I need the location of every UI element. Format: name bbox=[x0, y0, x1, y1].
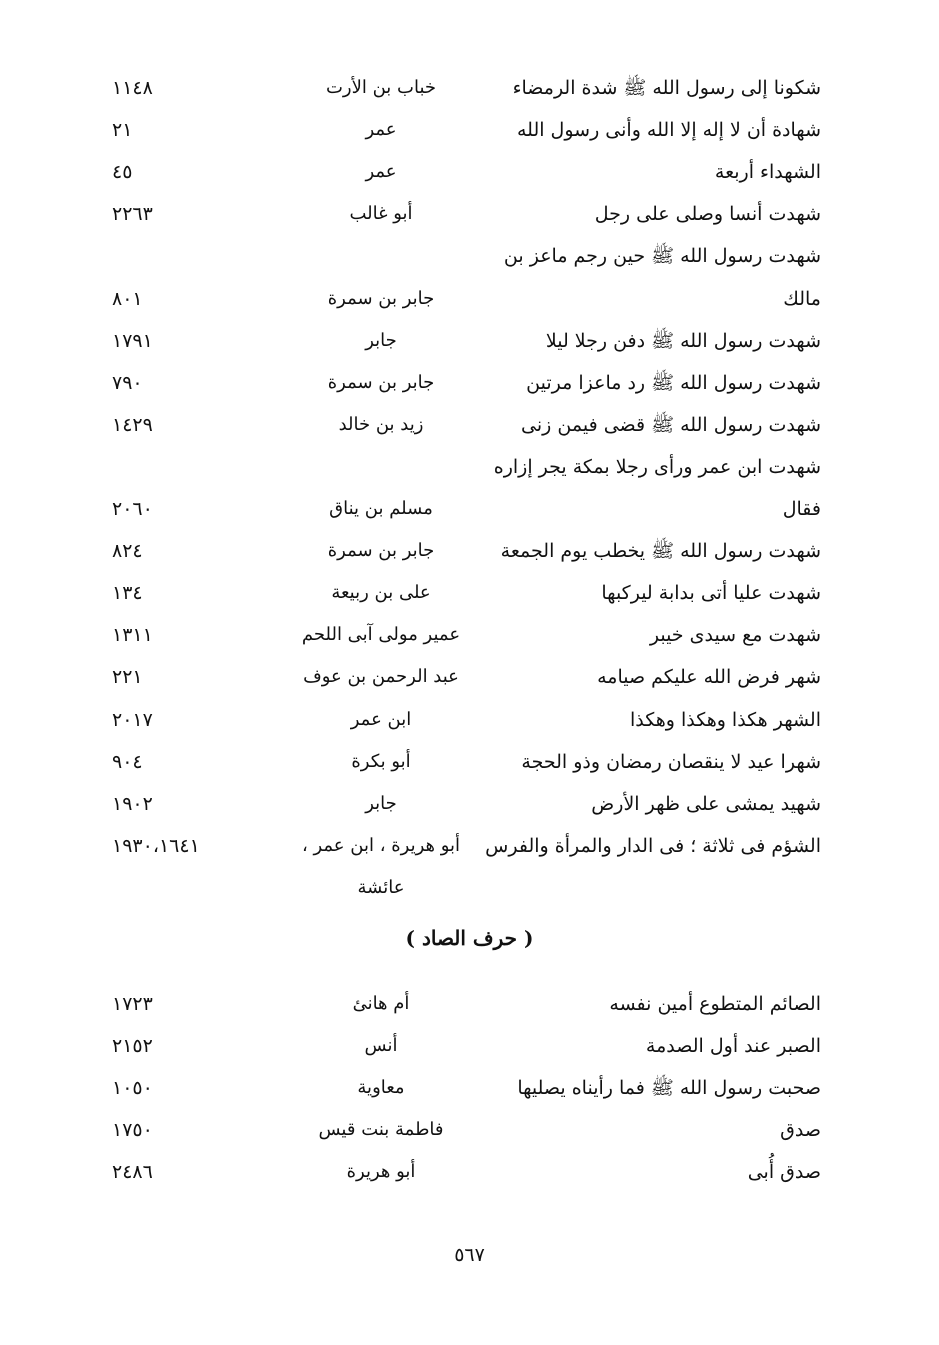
hadith-text: الصائم المتطوع أمين نفسه bbox=[609, 993, 821, 1015]
index-entry bbox=[0, 446, 939, 488]
index-entry bbox=[0, 235, 939, 277]
narrator: عائشة bbox=[357, 876, 405, 898]
narrator: جابر bbox=[365, 329, 397, 351]
reference-number: ١٣٤ bbox=[112, 582, 143, 605]
hadith-text: شهدت ابن عمر ورأى رجلا بمكة يجر إزاره bbox=[493, 455, 821, 478]
index-entry bbox=[0, 656, 939, 698]
hadith-text: شهدت عليا أتى بدابة ليركبها bbox=[601, 582, 821, 605]
narrator: خباب بن الأرت bbox=[325, 77, 437, 98]
reference-number: ١٧٥٠ bbox=[112, 1119, 153, 1142]
hadith-text: شهادة أن لا إله إلا الله وأنى رسول الله bbox=[516, 119, 821, 142]
hadith-text: صدق bbox=[780, 1119, 821, 1142]
hadith-text: شهدت رسول الله ﷺ قضى فيمن زنى bbox=[521, 413, 821, 436]
index-entry bbox=[0, 278, 939, 320]
hadith-text: شهدت رسول الله ﷺ يخطب يوم الجمعة bbox=[500, 540, 821, 563]
index-entry bbox=[0, 1067, 939, 1109]
narrator: جابر bbox=[365, 792, 397, 814]
hadith-text: الصبر عند أول الصدمة bbox=[645, 1035, 821, 1058]
reference-number: ٢١ bbox=[112, 119, 133, 142]
index-entry bbox=[0, 488, 939, 530]
narrator: أبو غالب bbox=[349, 203, 413, 225]
reference-number: ١٩٣٠،١٦٤١ bbox=[112, 834, 200, 857]
reference-number: ١٤٢٩ bbox=[112, 413, 153, 436]
hadith-text: الشؤم فى ثلاثة ؛ فى الدار والمرأة والفرس bbox=[485, 834, 821, 857]
reference-number: ٢٢٦٣ bbox=[112, 203, 153, 226]
narrator: عبد الرحمن بن عوف bbox=[303, 666, 459, 688]
reference-number: ١٩٠٢ bbox=[112, 792, 153, 815]
narrator: أبو هريرة bbox=[346, 1161, 416, 1183]
hadith-text: صحبت رسول الله ﷺ فما رأيناه يصليها bbox=[517, 1077, 821, 1100]
narrator: جابر بن سمرة bbox=[327, 371, 435, 393]
narrator: زيد بن خالد bbox=[338, 413, 424, 435]
narrator: أم هانئ bbox=[352, 993, 410, 1014]
index-entry bbox=[0, 67, 939, 109]
index-entry bbox=[0, 699, 939, 741]
hadith-text: شهيد يمشى على ظهر الأرض bbox=[591, 792, 821, 815]
hadith-text: شهدت مع سيدى خيبر bbox=[649, 624, 821, 647]
reference-number: ٢١٥٢ bbox=[112, 1035, 153, 1058]
reference-number: ١١٤٨ bbox=[112, 77, 153, 99]
index-entry bbox=[0, 530, 939, 572]
index-entry bbox=[0, 320, 939, 362]
hadith-text: شهر فرض الله عليكم صيامه bbox=[597, 666, 821, 689]
narrator: جابر بن سمرة bbox=[327, 287, 435, 309]
reference-number: ٢٤٨٦ bbox=[112, 1161, 153, 1184]
reference-number: ٤٥ bbox=[112, 161, 133, 184]
index-entry bbox=[0, 193, 939, 235]
index-entry bbox=[0, 1109, 939, 1151]
narrator: عمر bbox=[365, 119, 397, 141]
narrator: معاوية bbox=[357, 1077, 405, 1099]
narrator: مسلم بن يناق bbox=[329, 498, 433, 519]
index-entry bbox=[0, 404, 939, 446]
hadith-text: شكونا إلى رسول الله ﷺ شدة الرمضاء bbox=[512, 77, 821, 99]
hadith-text: شهرا عيد لا ينقصان رمضان وذو الحجة bbox=[521, 750, 821, 773]
reference-number: ١٧٢٣ bbox=[112, 993, 153, 1015]
narrator: عمير مولى آبى اللحم bbox=[301, 624, 461, 646]
narrator: فاطمة بنت قيس bbox=[318, 1119, 444, 1141]
index-entry bbox=[0, 614, 939, 656]
index-entry bbox=[0, 109, 939, 151]
page-number: ٥٦٧ bbox=[454, 1244, 485, 1266]
index-entry bbox=[0, 867, 939, 909]
reference-number: ٨٢٤ bbox=[112, 540, 143, 563]
index-entry bbox=[0, 362, 939, 404]
index-entry bbox=[0, 825, 939, 867]
index-entry bbox=[0, 572, 939, 614]
hadith-text: فقال bbox=[782, 498, 821, 520]
reference-number: ١٣١١ bbox=[112, 624, 153, 647]
index-entry bbox=[0, 1025, 939, 1067]
section-heading: ( حرف الصاد ) bbox=[405, 926, 534, 950]
index-entry bbox=[0, 783, 939, 825]
index-entry bbox=[0, 151, 939, 193]
hadith-text: الشهداء أربعة bbox=[714, 161, 821, 184]
reference-number: ٩٠٤ bbox=[112, 750, 143, 773]
index-entry bbox=[0, 1151, 939, 1193]
reference-number: ١٧٩١ bbox=[112, 329, 153, 352]
hadith-text: شهدت رسول الله ﷺ حين رجم ماعز بن bbox=[503, 245, 821, 268]
hadith-text: صدق أُبى bbox=[747, 1161, 821, 1184]
reference-number: ٢٠١٧ bbox=[112, 708, 153, 731]
narrator: جابر بن سمرة bbox=[327, 540, 435, 562]
narrator: عمر bbox=[365, 161, 397, 183]
reference-number: ١٠٥٠ bbox=[112, 1077, 153, 1100]
narrator: على بن ربيعة bbox=[331, 582, 431, 604]
hadith-text: شهدت أنسا وصلى على رجل bbox=[594, 203, 821, 226]
hadith-text: الشهر هكذا وهكذا وهكذا bbox=[629, 708, 821, 731]
narrator: أنس bbox=[364, 1035, 398, 1057]
narrator: ابن عمر bbox=[350, 708, 412, 730]
hadith-text: شهدت رسول الله ﷺ دفن رجلا ليلا bbox=[545, 329, 821, 352]
reference-number: ٢٠٦٠ bbox=[112, 498, 153, 520]
narrator: أبو بكرة bbox=[351, 750, 411, 772]
narrator: أبو هريرة ، ابن عمر ، bbox=[301, 834, 461, 856]
index-entry bbox=[0, 983, 939, 1025]
index-entry bbox=[0, 741, 939, 783]
reference-number: ٨٠١ bbox=[112, 287, 143, 310]
reference-number: ٢٢١ bbox=[112, 666, 143, 689]
hadith-text: شهدت رسول الله ﷺ رد ماعزا مرتين bbox=[526, 371, 821, 394]
hadith-text: مالك bbox=[783, 287, 821, 310]
reference-number: ٧٩٠ bbox=[112, 371, 143, 394]
